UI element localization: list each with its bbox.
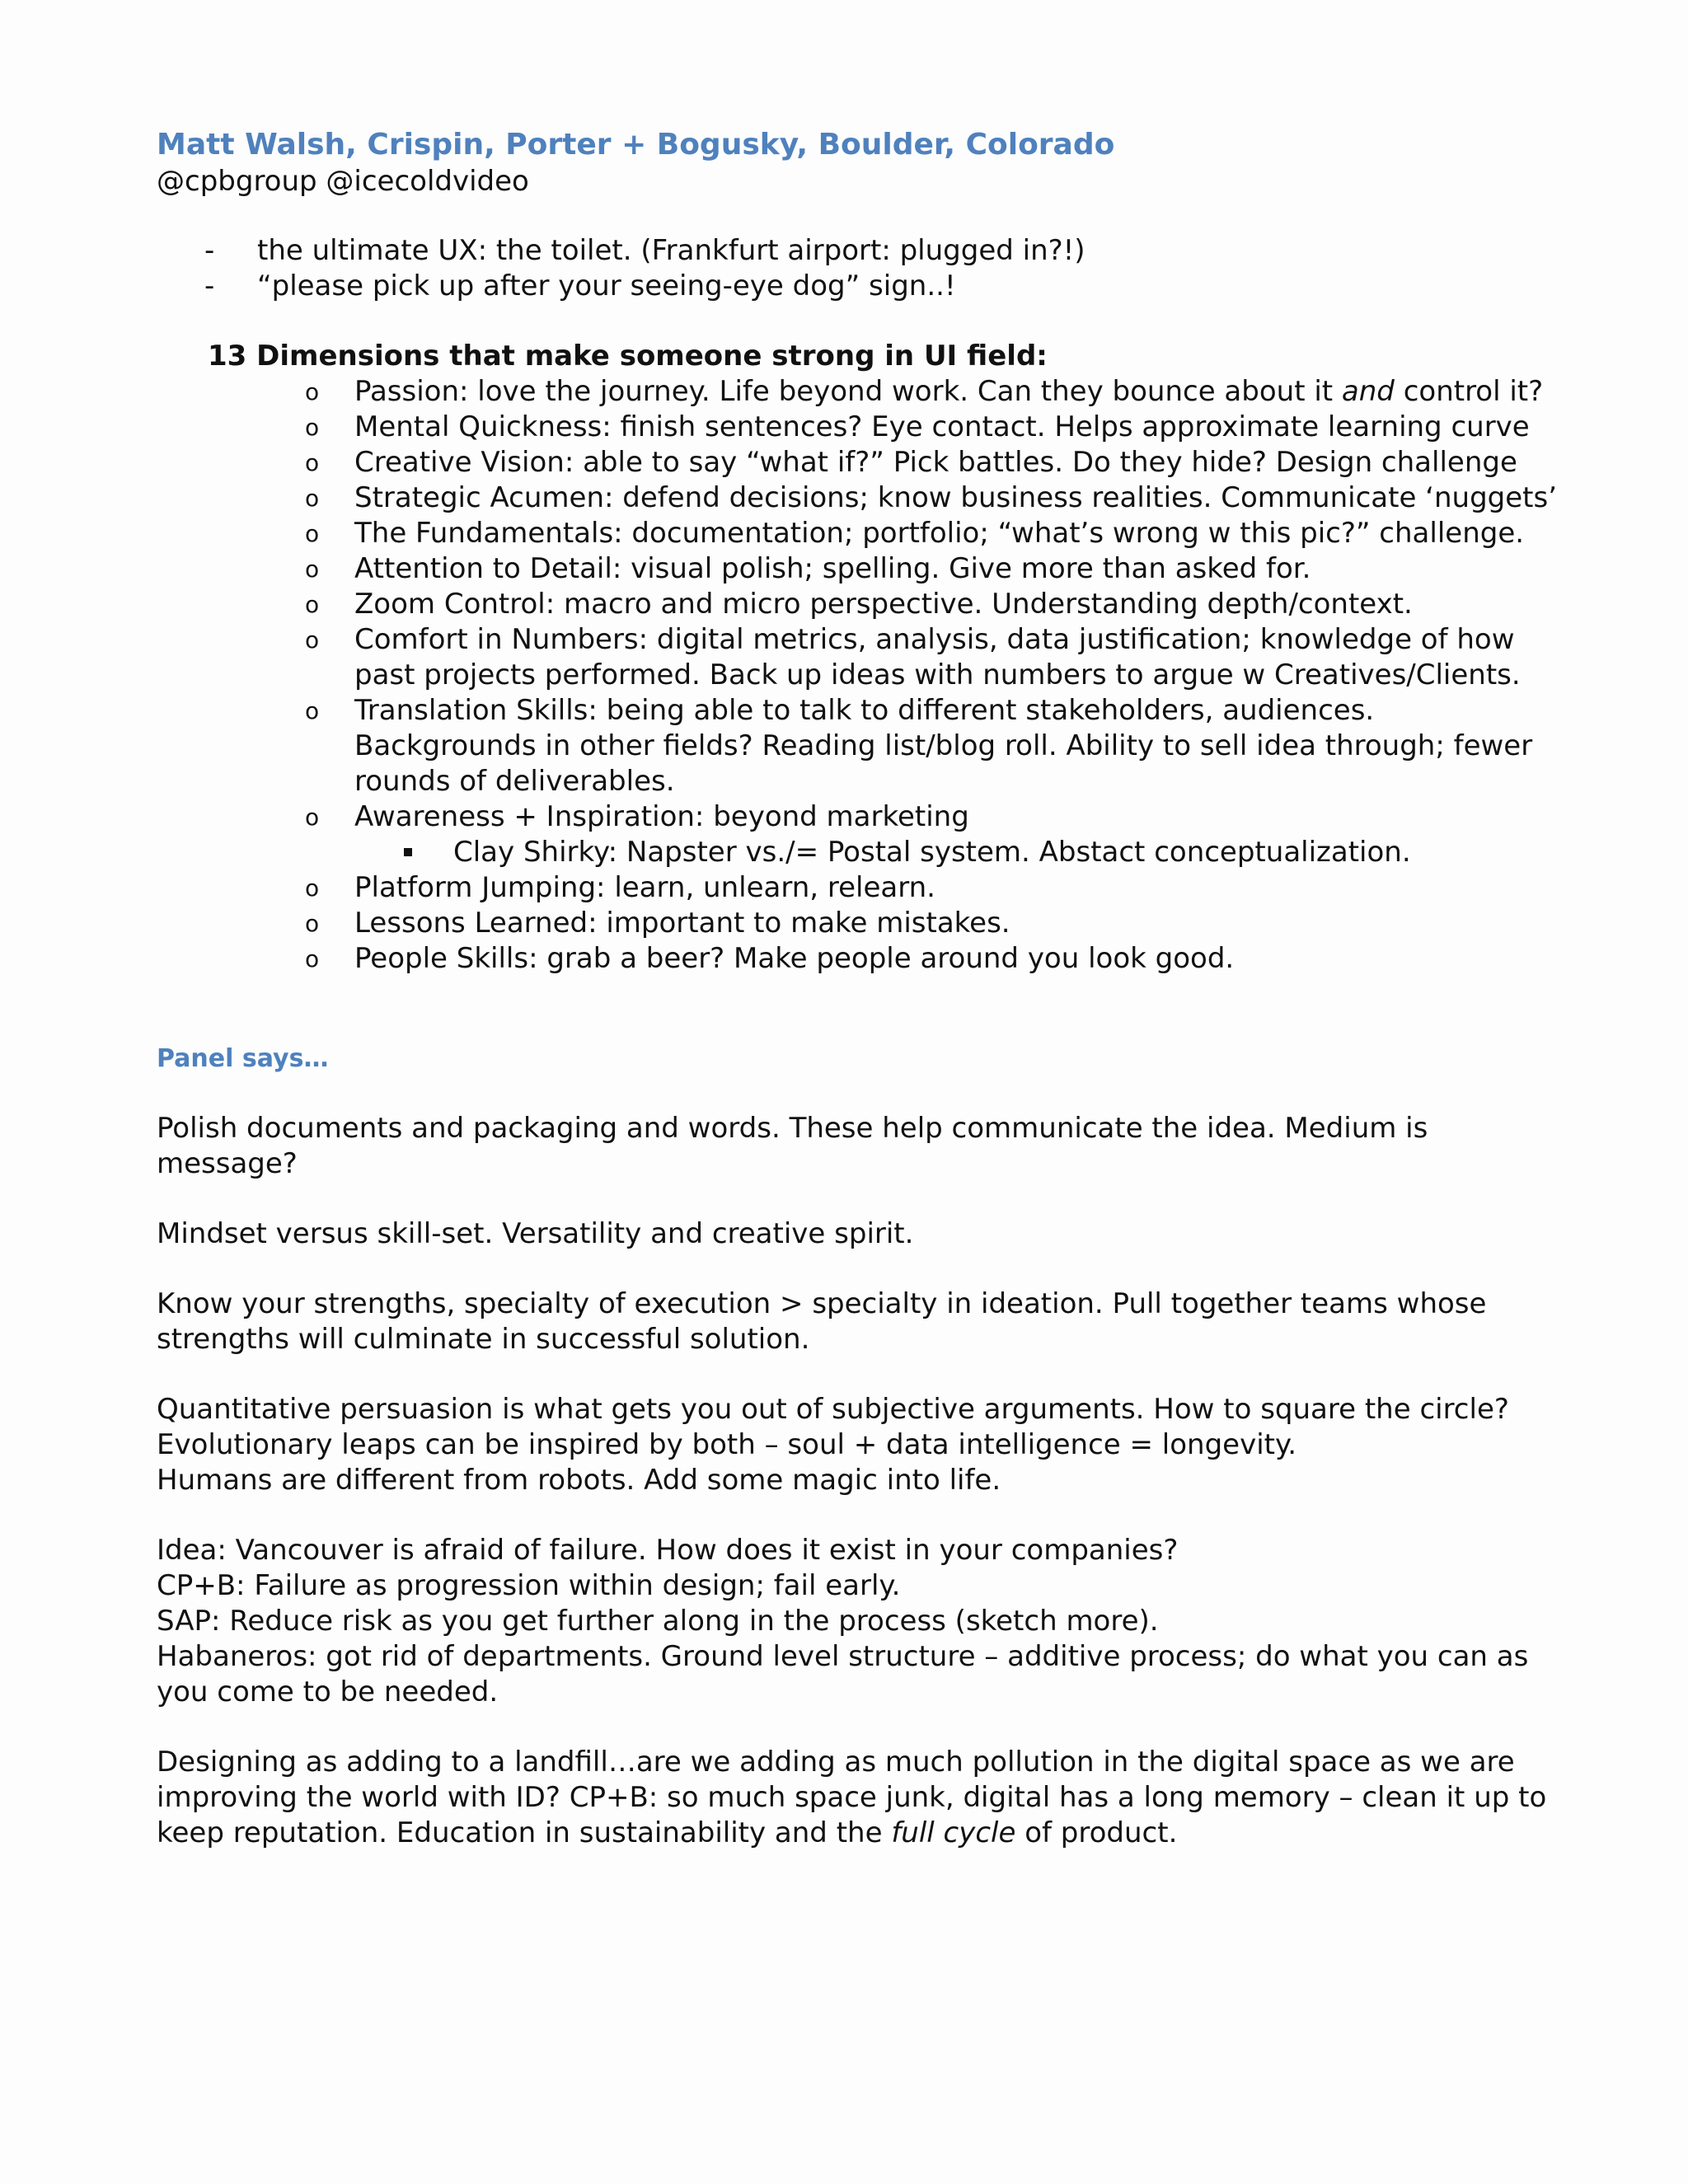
circle-bullet-icon: o xyxy=(305,520,320,547)
circle-bullet-icon: o xyxy=(305,910,320,937)
dimensions-heading: 13 Dimensions that make someone strong in UI field: xyxy=(208,340,1048,373)
page-title: Matt Walsh, Crispin, Porter + Bogusky, Boulder, Colorado xyxy=(157,128,1115,162)
paragraph: Designing as adding to a landfill…are we adding as much pollution in the digital space as we are improving the world with ID? CP+B: so much space junk, digital has a long memory – clean it up to keep reputation. Education in sustainability and the full cycle of product. xyxy=(157,1746,1547,1849)
list-item: o Strategic Acumen: defend decisions; know business realities. Communicate ‘nuggets’ xyxy=(305,481,1558,514)
paragraph: Polish documents and packaging and words. These help communicate the idea. Medium is message? xyxy=(157,1112,1428,1180)
circle-bullet-icon: o xyxy=(305,378,320,405)
list-item: o Platform Jumping: learn, unlearn, relearn. xyxy=(305,871,935,904)
circle-bullet-icon: o xyxy=(305,697,320,724)
circle-bullet-icon: o xyxy=(305,945,320,972)
paragraph: Mindset versus skill-set. Versatility and creative spirit. xyxy=(157,1217,914,1250)
social-handles: @cpbgroup @icecoldvideo xyxy=(157,165,529,198)
circle-bullet-icon: o xyxy=(305,591,320,618)
circle-bullet-icon: o xyxy=(305,626,320,654)
list-item: - “please pick up after your seeing-eye dog” sign..! xyxy=(204,269,956,302)
paragraph: Know your strengths, specialty of execution > specialty in ideation. Pull together teams whose strengths will culminate in successful solution. xyxy=(157,1287,1487,1356)
document-page xyxy=(157,126,1558,1851)
dash-bullet: - xyxy=(204,269,215,302)
circle-bullet-icon: o xyxy=(305,414,320,441)
circle-bullet-icon: o xyxy=(305,804,320,831)
list-item: o People Skills: grab a beer? Make people around you look good. xyxy=(305,942,1235,975)
paragraph: Idea: Vancouver is afraid of failure. How does it exist in your companies? CP+B: Failure as progression within design; fail early. SAP: Reduce risk as you get further along in the process (sketch more). Habaneros: got rid of departments. Ground level structure – additive process; do what you can as you come to be needed. xyxy=(157,1534,1529,1708)
circle-bullet-icon: o xyxy=(305,449,320,476)
list-item: o Zoom Control: macro and micro perspective. Understanding depth/context. xyxy=(305,588,1413,621)
circle-bullet-icon: o xyxy=(305,555,320,583)
list-item: o Awareness + Inspiration: beyond marketing Clay Shirky: Napster vs./= Postal system. Abstact conceptualization. xyxy=(157,799,1558,870)
list-item: - the ultimate UX: the toilet. (Frankfurt airport: plugged in?!) xyxy=(204,234,1085,267)
list-item: o Creative Vision: able to say “what if?” Pick battles. Do they hide? Design challenge xyxy=(305,446,1517,479)
sub-list xyxy=(354,835,1558,870)
dimensions-list xyxy=(157,374,1558,977)
list-item: o Passion: love the journey. Life beyond work. Can they bounce about it and control it? xyxy=(305,375,1544,408)
notes-list xyxy=(157,233,1558,304)
circle-bullet-icon: o xyxy=(305,874,320,902)
list-item: o Lessons Learned: important to make mistakes. xyxy=(305,907,1010,940)
circle-bullet-icon: o xyxy=(305,485,320,512)
list-item: o Comfort in Numbers: digital metrics, analysis, data justification; knowledge of how past projects performed. Back up ideas with numbers to argue w Creatives/Clients. xyxy=(305,623,1521,691)
list-item: o The Fundamentals: documentation; portfolio; “what’s wrong w this pic?” challenge. xyxy=(305,517,1525,550)
dash-bullet: - xyxy=(204,234,215,267)
list-item: Clay Shirky: Napster vs./= Postal system. Abstact conceptualization. xyxy=(354,835,1558,870)
panel-heading: Panel says… xyxy=(157,1044,329,1073)
paragraph: Quantitative persuasion is what gets you out of subjective arguments. How to square the circle? Evolutionary leaps can be inspired by both – soul + data intelligence = longevity. Humans are different from robots. Add some magic into life. xyxy=(157,1393,1509,1497)
square-bullet-icon xyxy=(404,848,412,856)
list-item: o Mental Quickness: finish sentences? Eye contact. Helps approximate learning curve xyxy=(305,410,1530,443)
list-item: o Translation Skills: being able to talk to different stakeholders, audiences. Backgrounds in other fields? Reading list/blog roll. Ability to sell idea through; fewer rounds of deliverables. xyxy=(305,694,1533,798)
list-item: o Attention to Detail: visual polish; spelling. Give more than asked for. xyxy=(305,552,1311,585)
